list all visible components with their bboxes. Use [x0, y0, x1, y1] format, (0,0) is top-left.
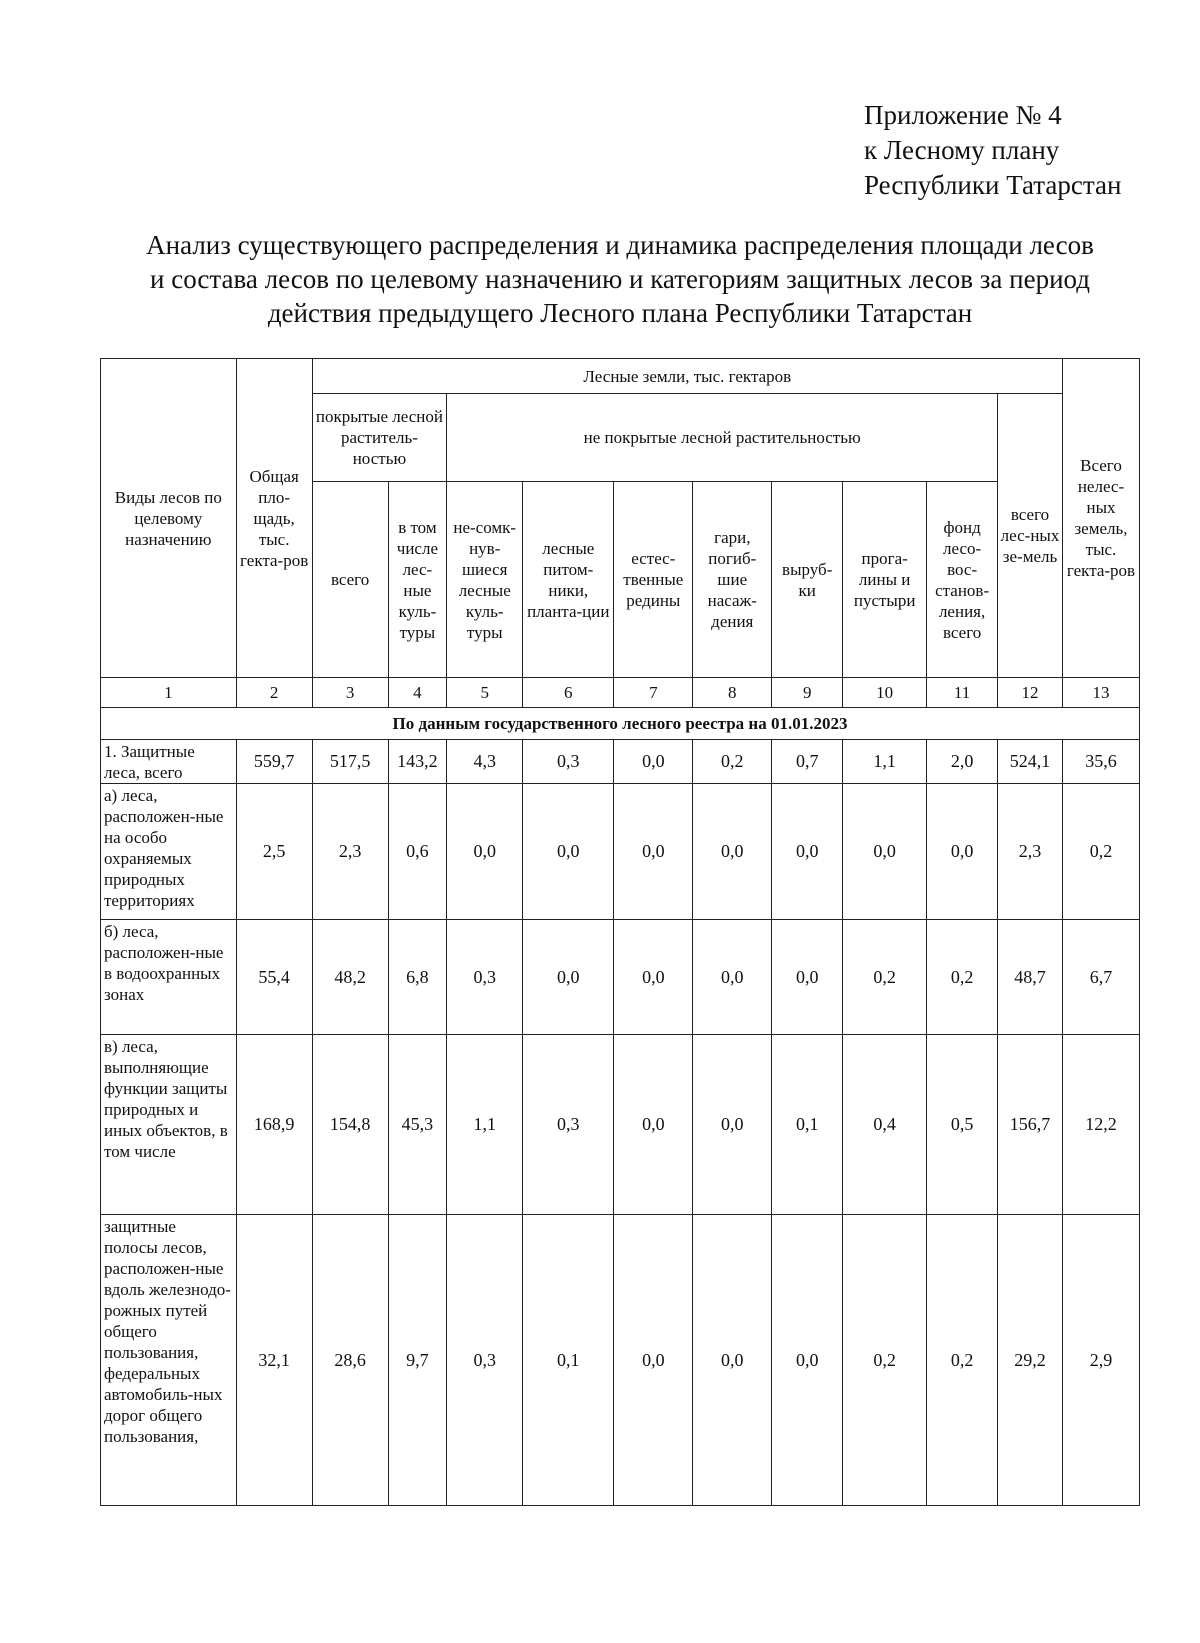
- column-number: 8: [693, 678, 772, 708]
- cell-value: 6,7: [1062, 920, 1139, 1035]
- table-row: [101, 1215, 1140, 1506]
- cell-value: 2,3: [998, 784, 1063, 920]
- appendix-line: Республики Татарстан: [864, 170, 1122, 200]
- cell-value: 0,3: [447, 1215, 523, 1506]
- cell-value: 12,2: [1062, 1035, 1139, 1215]
- cell-value: 6,8: [388, 920, 447, 1035]
- cell-value: 35,6: [1062, 740, 1139, 784]
- cell-value: 559,7: [236, 740, 312, 784]
- table-row: [101, 1035, 1140, 1215]
- column-number: 10: [843, 678, 927, 708]
- header-sparse: естес-твенные редины: [614, 482, 693, 678]
- header-all-forest-lands: всего лес-ных зе-мель: [998, 394, 1063, 678]
- cell-value: 143,2: [388, 740, 447, 784]
- cell-value: 0,0: [693, 1215, 772, 1506]
- cell-value: 9,7: [388, 1215, 447, 1506]
- cell-value: 0,0: [614, 740, 693, 784]
- cell-value: 32,1: [236, 1215, 312, 1506]
- cell-value: 0,0: [693, 920, 772, 1035]
- cell-value: 1,1: [843, 740, 927, 784]
- cell-value: 0,2: [693, 740, 772, 784]
- cell-value: 0,0: [523, 784, 614, 920]
- cell-value: 0,0: [772, 920, 843, 1035]
- header-non-forest: Всего нелес-ных земель, тыс. гекта-ров: [1062, 359, 1139, 678]
- cell-value: 0,2: [843, 920, 927, 1035]
- column-number: 2: [236, 678, 312, 708]
- cell-value: 29,2: [998, 1215, 1063, 1506]
- header-covered-cultures: в том числе лес-ные куль-туры: [388, 482, 447, 678]
- header-forest-lands: Лесные земли, тыс. гектаров: [312, 359, 1062, 394]
- cell-value: 45,3: [388, 1035, 447, 1215]
- cell-value: 48,2: [312, 920, 388, 1035]
- cell-value: 0,0: [927, 784, 998, 920]
- cell-value: 55,4: [236, 920, 312, 1035]
- section-title: По данным государственного лесного реестра на 01.01.2023: [101, 708, 1140, 740]
- cell-value: 4,3: [447, 740, 523, 784]
- cell-value: 0,3: [523, 1035, 614, 1215]
- cell-value: 0,0: [843, 784, 927, 920]
- cell-value: 0,2: [927, 920, 998, 1035]
- cell-value: 1,1: [447, 1035, 523, 1215]
- appendix-line: Приложение № 4: [864, 100, 1062, 130]
- column-number: 9: [772, 678, 843, 708]
- column-number: 13: [1062, 678, 1139, 708]
- column-number: 11: [927, 678, 998, 708]
- cell-value: 154,8: [312, 1035, 388, 1215]
- document-title: [80, 228, 1160, 330]
- table-row: [101, 920, 1140, 1035]
- column-number: 4: [388, 678, 447, 708]
- cell-value: 0,0: [693, 1035, 772, 1215]
- cell-value: 2,9: [1062, 1215, 1139, 1506]
- appendix-note: [864, 98, 1194, 203]
- cell-value: 0,0: [614, 1035, 693, 1215]
- title-line: и состава лесов по целевому назначению и категориям защитных лесов за период: [150, 264, 1090, 294]
- cell-value: 0,0: [447, 784, 523, 920]
- header-glades: прога-лины и пустыри: [843, 482, 927, 678]
- header-kind: Виды лесов по целевому назначению: [101, 359, 237, 678]
- appendix-line: к Лесному плану: [864, 135, 1060, 165]
- cell-value: 0,0: [614, 920, 693, 1035]
- cell-value: 0,2: [1062, 784, 1139, 920]
- column-number: 12: [998, 678, 1063, 708]
- row-label: защитные полосы лесов, расположен-ные вдоль железнодо-рожных путей общего пользования, федеральных автомобиль-ных дорог общего пользования,: [101, 1215, 237, 1506]
- header-not-covered: не покрытые лесной растительностью: [447, 394, 998, 482]
- cell-value: 517,5: [312, 740, 388, 784]
- table-row: [101, 784, 1140, 920]
- column-number: 6: [523, 678, 614, 708]
- cell-value: 0,1: [772, 1035, 843, 1215]
- cell-value: 0,0: [772, 784, 843, 920]
- header-total-area: Общая пло-щадь, тыс. гекта-ров: [236, 359, 312, 678]
- cell-value: 0,0: [693, 784, 772, 920]
- cell-value: 524,1: [998, 740, 1063, 784]
- cell-value: 2,0: [927, 740, 998, 784]
- header-nurseries: лесные питом-ники, планта-ции: [523, 482, 614, 678]
- cell-value: 0,3: [523, 740, 614, 784]
- cell-value: 0,0: [772, 1215, 843, 1506]
- cell-value: 0,7: [772, 740, 843, 784]
- cell-value: 0,2: [927, 1215, 998, 1506]
- header-covered-total: всего: [312, 482, 388, 678]
- header-unclosed-cultures: не-сомк-нув-шиеся лесные куль-туры: [447, 482, 523, 678]
- cell-value: 0,6: [388, 784, 447, 920]
- row-label: б) леса, расположен-ные в водоохранных зонах: [101, 920, 237, 1035]
- cell-value: 0,2: [843, 1215, 927, 1506]
- row-label: а) леса, расположен-ные на особо охраняемых природных территориях: [101, 784, 237, 920]
- header-burned: гари, погиб-шие насаж-дения: [693, 482, 772, 678]
- column-number: 5: [447, 678, 523, 708]
- cell-value: 2,5: [236, 784, 312, 920]
- header-clearings: выруб-ки: [772, 482, 843, 678]
- cell-value: 48,7: [998, 920, 1063, 1035]
- cell-value: 0,3: [447, 920, 523, 1035]
- forest-distribution-table: [100, 358, 1140, 1506]
- row-label: в) леса, выполняющие функции защиты природных и иных объектов, в том числе: [101, 1035, 237, 1215]
- title-line: Анализ существующего распределения и динамика распределения площади лесов: [146, 230, 1094, 260]
- row-label: 1. Защитные леса, всего: [101, 740, 237, 784]
- column-number: 3: [312, 678, 388, 708]
- cell-value: 168,9: [236, 1035, 312, 1215]
- cell-value: 2,3: [312, 784, 388, 920]
- cell-value: 28,6: [312, 1215, 388, 1506]
- title-line: действия предыдущего Лесного плана Республики Татарстан: [267, 298, 973, 328]
- column-number: 7: [614, 678, 693, 708]
- cell-value: 0,0: [614, 1215, 693, 1506]
- header-reforestation: фонд лесо-вос-станов-ления, всего: [927, 482, 998, 678]
- cell-value: 0,5: [927, 1035, 998, 1215]
- cell-value: 0,0: [523, 920, 614, 1035]
- cell-value: 0,0: [614, 784, 693, 920]
- header-covered: покрытые лесной раститель-ностью: [312, 394, 447, 482]
- cell-value: 0,1: [523, 1215, 614, 1506]
- column-number: 1: [101, 678, 237, 708]
- cell-value: 0,4: [843, 1035, 927, 1215]
- cell-value: 156,7: [998, 1035, 1063, 1215]
- table-row: [101, 740, 1140, 784]
